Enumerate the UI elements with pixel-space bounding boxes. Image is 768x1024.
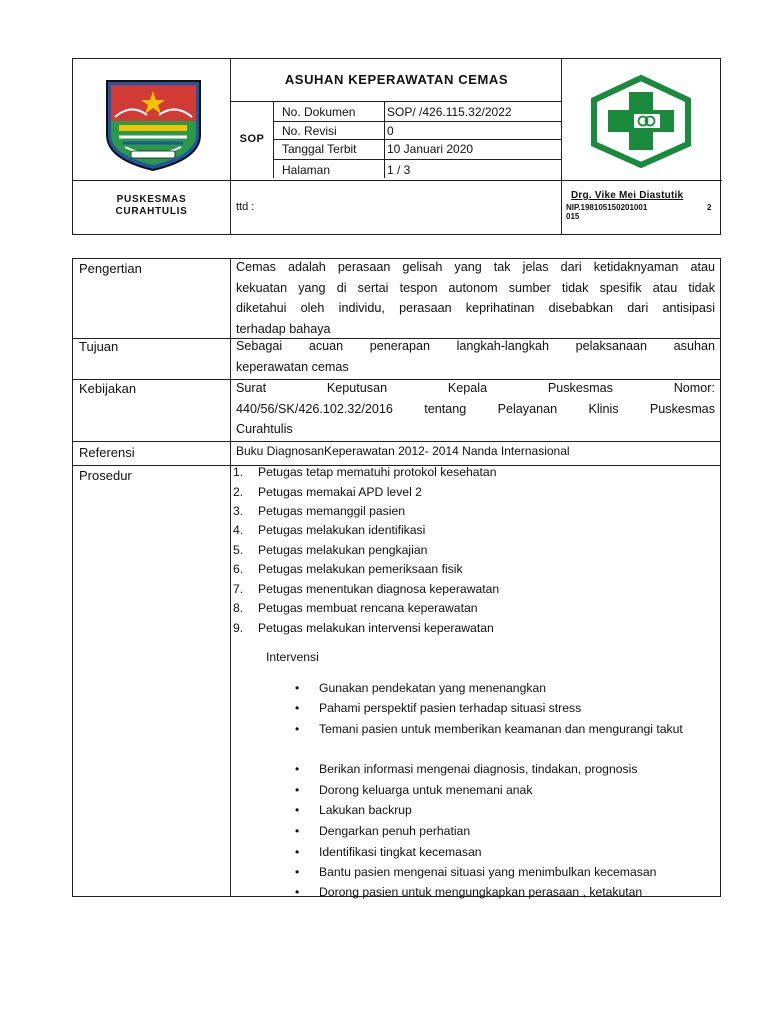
step-number: 5. (233, 543, 244, 557)
doctor-name: Drg. Vike Mei Diastutik (571, 190, 684, 201)
header-divider (273, 121, 561, 122)
intervention-heading: Intervensi (266, 650, 319, 664)
sop-content-table (72, 258, 721, 897)
step-number: 8. (233, 601, 244, 615)
intervention-text: Identifikasi tingkat kecemasan (319, 845, 482, 859)
document-title: ASUHAN KEPERAWATAN CEMAS (284, 72, 509, 87)
bullet-icon: • (295, 762, 300, 776)
intervention-text: Dengarkan penuh perhatian (319, 824, 471, 838)
intervention-text: Dorong pasien untuk mengungkapkan perasaan , ketakutan (319, 885, 643, 899)
text-line: Curahtulis (236, 422, 293, 436)
tujuan-text (236, 336, 715, 377)
sop-label: SOP (239, 133, 265, 145)
intervention-text: Bantu pasien mengenai situasi yang menimbulkan kecemasan (319, 865, 657, 879)
bullet-icon: • (295, 865, 300, 879)
revision-value: 0 (387, 124, 394, 138)
text-line: Surat Keputusan Kepala Puskesmas Nomor: (236, 381, 715, 395)
row-label-pengertian: Pengertian (79, 261, 142, 276)
nip-number-part: 015 (566, 212, 580, 221)
step-number: 1. (233, 465, 244, 479)
column-divider (230, 259, 231, 896)
bullet-icon: • (295, 885, 300, 899)
pengertian-text (236, 257, 715, 339)
signature-label: ttd : (236, 201, 255, 213)
step-number: 9. (233, 621, 244, 635)
step-number: 3. (233, 504, 244, 518)
puskesmas-logo (588, 74, 694, 168)
document-number-value: SOP/ /426.115.32/2022 (387, 105, 512, 119)
meta-label: Halaman (282, 163, 331, 177)
meta-label: Tanggal Terbit (282, 142, 357, 156)
text-line: keperawatan cemas (236, 359, 349, 374)
kebijakan-text (236, 378, 715, 440)
text-line: kekuatan yang di sertai tespon autonom sumber tidak spesifik atau tidak (236, 280, 715, 295)
text-line: 440/56/SK/426.102.32/2016 tentang Pelayanan Klinis Puskesmas (236, 401, 715, 416)
meta-label: No. Dokumen (282, 105, 356, 119)
step-text: Petugas melakukan identifikasi (258, 523, 426, 537)
issue-date-value: 10 Januari 2020 (387, 142, 474, 156)
intervention-text: Lakukan backrup (319, 803, 412, 817)
intervention-text: Berikan informasi mengenai diagnosis, tindakan, prognosis (319, 762, 638, 776)
puskesmas-name-line: CURAHTULIS (115, 206, 188, 217)
text-line: Cemas adalah perasaan gelisah yang tak jelas dari ketidaknyaman atau (236, 260, 715, 274)
referensi-text: Buku DiagnosanKeperawatan 2012- 2014 Nanda Internasional (236, 444, 570, 458)
step-text: Petugas tetap mematuhi protokol kesehatan (258, 465, 497, 479)
row-label-referensi: Referensi (79, 445, 135, 460)
step-text: Petugas melakukan pemeriksaan fisik (258, 562, 463, 576)
step-number: 7. (233, 582, 244, 596)
step-text: Petugas membuat rencana keperawatan (258, 601, 478, 615)
puskesmas-name-line: PUSKESMAS (116, 194, 187, 205)
header-divider (273, 159, 561, 160)
sop-header (72, 58, 721, 235)
step-text: Petugas melakukan pengkajian (258, 543, 428, 557)
bullet-icon: • (295, 681, 300, 695)
step-number: 6. (233, 562, 244, 576)
puskesmas-name (73, 194, 230, 218)
text-line: Sebagai acuan penerapan langkah-langkah pelaksanaan asuhan (236, 339, 715, 353)
nip-number: NIP.198105150201001 (566, 203, 648, 212)
text-line: terhadap bahaya (236, 321, 331, 336)
row-label-tujuan: Tujuan (79, 339, 119, 354)
text-line: diketahui oleh individu, perasaan keprihatinan disebabkan dari antisipasi (236, 301, 715, 315)
bullet-icon: • (295, 783, 300, 797)
bullet-icon: • (295, 722, 300, 736)
bullet-icon: • (295, 803, 300, 817)
nip-number-part: 2 (707, 203, 712, 212)
bullet-icon: • (295, 701, 300, 715)
step-number: 4. (233, 523, 244, 537)
bullet-icon: • (295, 824, 300, 838)
intervention-text: Temani pasien untuk memberikan keamanan dan mengurangi takut (319, 722, 683, 736)
page-value: 1 / 3 (387, 163, 411, 177)
regional-emblem-logo (101, 77, 206, 173)
header-divider (73, 180, 722, 181)
header-divider (230, 101, 561, 102)
intervention-text: Dorong keluarga untuk menemani anak (319, 783, 533, 797)
step-text: Petugas memakai APD level 2 (258, 485, 422, 499)
header-divider (273, 139, 561, 140)
intervention-text: Gunakan pendekatan yang menenangkan (319, 681, 547, 695)
row-label-prosedur: Prosedur (79, 468, 132, 483)
step-text: Petugas melakukan intervensi keperawatan (258, 621, 494, 635)
step-text: Petugas menentukan diagnosa keperawatan (258, 582, 500, 596)
meta-label: No. Revisi (282, 124, 337, 138)
intervention-text: Pahami perspektif pasien terhadap situasi stress (319, 701, 582, 715)
step-number: 2. (233, 485, 244, 499)
step-text: Petugas memanggil pasien (258, 504, 406, 518)
bullet-icon: • (295, 845, 300, 859)
row-label-kebijakan: Kebijakan (79, 381, 137, 396)
